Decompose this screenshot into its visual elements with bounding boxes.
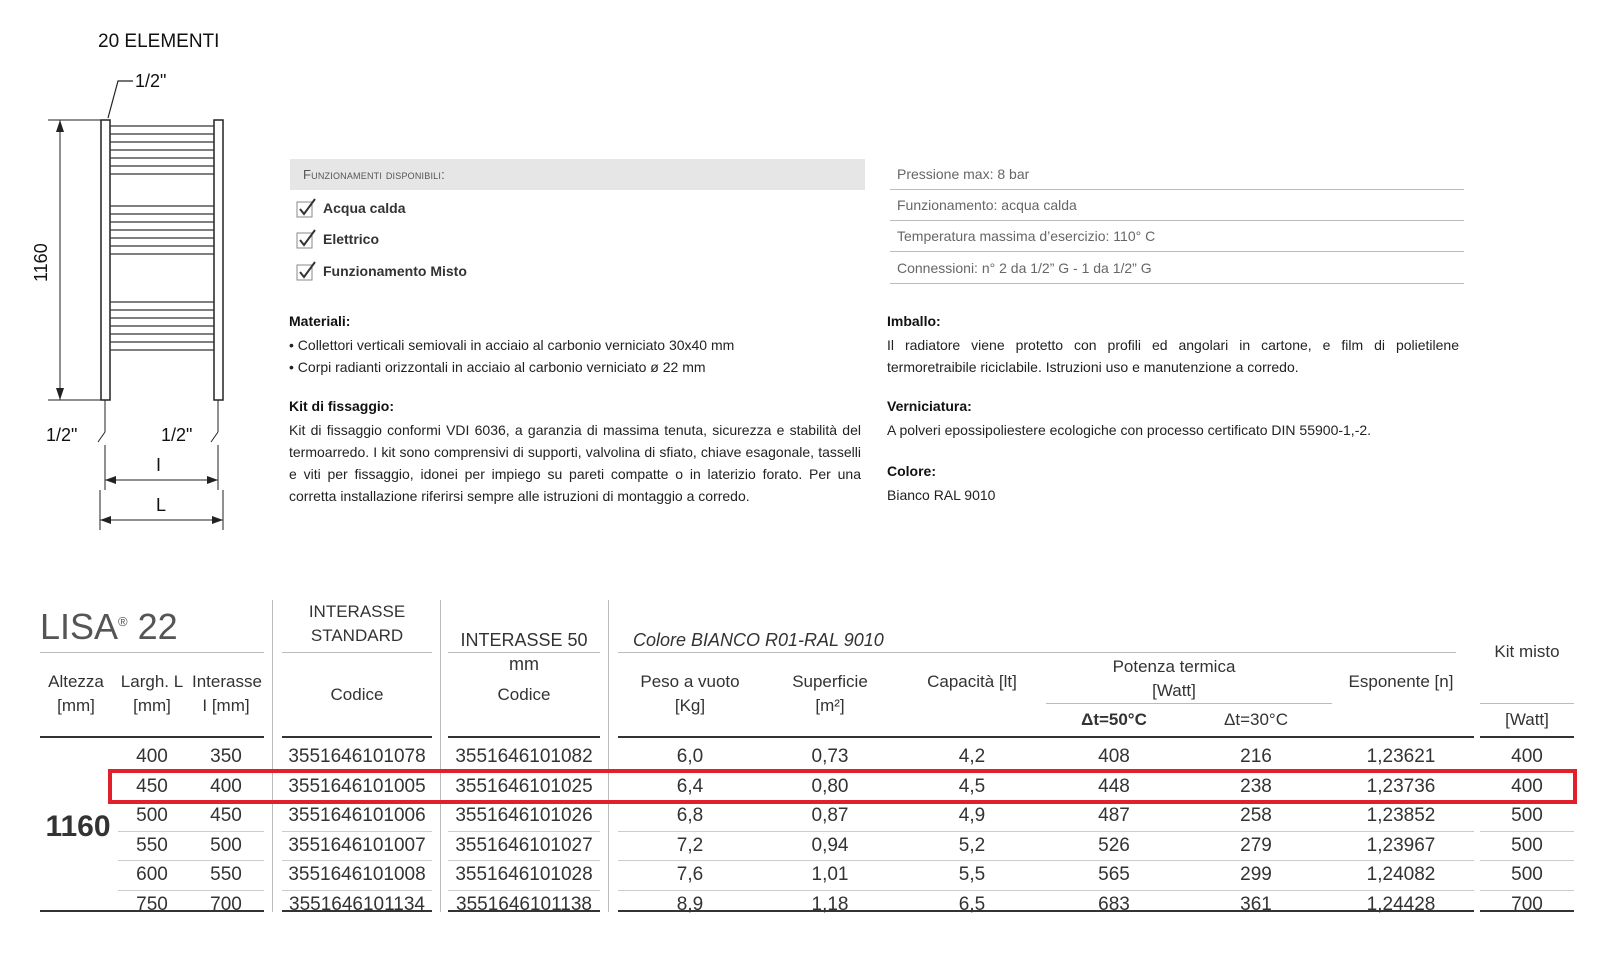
table-cell-cod2: 3551646101082: [455, 746, 593, 767]
header-codice-std: Codice: [330, 685, 384, 704]
model-registered-mark: ®: [118, 614, 128, 629]
table-cell-cap: 5,2: [958, 834, 986, 856]
table-cell-larg: 750: [136, 893, 168, 915]
function-label: Acqua calda: [323, 200, 406, 216]
header-altezza: Altezza [mm]: [48, 672, 104, 715]
table-cell-peso: 6,4: [676, 775, 704, 797]
table-cell-larg: 550: [136, 834, 168, 856]
function-label: Elettrico: [323, 231, 380, 247]
table-cell-sup: 1,18: [811, 893, 849, 915]
color-title: Colore:: [887, 463, 936, 479]
connection-top-label: 1/2": [135, 71, 167, 91]
radiator-drawing: [0, 60, 290, 550]
table-cell-cod1: 3551646101005: [288, 775, 426, 797]
functions-header: Funzionamenti disponibili:: [290, 159, 865, 190]
checkmark-icon: [296, 197, 318, 219]
table-cell-int: 400: [210, 775, 242, 797]
table-cell-int: 550: [210, 864, 242, 885]
table-cell-peso: 7,6: [676, 864, 704, 885]
height-dimension-label: 1160: [31, 243, 51, 282]
table-cell-cod1: 3551646101006: [288, 805, 426, 826]
group-colore: Colore BIANCO R01-RAL 9010: [633, 630, 884, 650]
table-cell-cap: 4,2: [958, 746, 986, 767]
spec-pressure: Pressione max: 8 bar: [890, 159, 1464, 190]
table-cell-esp: 1,23621: [1366, 746, 1436, 767]
model-name: LISA: [40, 606, 119, 647]
painting-title: Verniciatura:: [887, 398, 972, 414]
table-cell-sup: 0,87: [811, 805, 849, 826]
header-dt50: Δt=50°C: [1081, 710, 1147, 729]
table-cell-peso: 8,9: [676, 893, 704, 915]
table-cell-int: 450: [210, 805, 242, 826]
table-cell-peso: 7,2: [676, 834, 704, 856]
height-value: 1160: [45, 810, 111, 843]
table-cell-kit: 400: [1511, 775, 1543, 797]
model-title: [40, 606, 178, 648]
table-cell-kit: 700: [1511, 893, 1543, 915]
table-cell-esp: 1,24082: [1366, 864, 1436, 885]
header-larghezza: Largh. L [mm]: [120, 672, 184, 715]
header-peso: Peso a vuoto [Kg]: [640, 672, 740, 715]
materials-line: • Corpi radianti orizzontali in acciaio al carbonio verniciato ø 22 mm: [289, 359, 706, 375]
table-cell-cod1: 3551646101134: [289, 893, 425, 915]
table-cell-dt30: 238: [1240, 775, 1272, 797]
table-cell-dt50: 448: [1098, 775, 1130, 797]
materials-list: [289, 334, 864, 378]
table-cell-kit: 500: [1511, 834, 1543, 856]
table-cell-dt50: 526: [1098, 834, 1130, 856]
table-cell-larg: 450: [136, 775, 168, 797]
table-cell-larg: 400: [136, 746, 168, 767]
width-label: L: [156, 495, 167, 515]
table-cell-dt50: 683: [1098, 893, 1130, 915]
left-collector: [101, 120, 110, 400]
fixing-kit-title: Kit di fissaggio:: [289, 398, 394, 414]
header-interasse: Interasse I [mm]: [192, 672, 262, 715]
table-cell-kit: 400: [1511, 746, 1543, 767]
table-cell-cap: 6,5: [958, 893, 986, 915]
table-cell-dt30: 299: [1240, 864, 1272, 885]
table-cell-cod1: 3551646101008: [288, 864, 426, 885]
packaging-title: Imballo:: [887, 313, 941, 329]
table-cell-peso: 6,0: [676, 746, 704, 767]
model-number: 22: [137, 606, 178, 647]
table-cell-cod1: 3551646101078: [288, 746, 426, 767]
table-cell-larg: 500: [136, 805, 168, 826]
table-cell-cod1: 3551646101007: [288, 834, 426, 856]
table-cell-dt50: 565: [1098, 864, 1130, 885]
function-label: Funzionamento Misto: [323, 263, 467, 279]
table-cell-cod2: 3551646101026: [455, 805, 593, 826]
table-cell-sup: 0,80: [811, 775, 849, 797]
table-cell-esp: 1,24428: [1366, 893, 1436, 915]
table-cell-dt30: 258: [1240, 805, 1272, 826]
table-cell-kit: 500: [1511, 864, 1543, 885]
header-esponente: Esponente [n]: [1348, 672, 1454, 691]
header-kit-watt: [Watt]: [1505, 710, 1549, 729]
spec-max-temperature: Temperatura massima d’esercizio: 110° C: [890, 221, 1464, 252]
table-cell-int: 700: [210, 893, 242, 915]
kit-misto-header: Kit misto: [1494, 642, 1560, 661]
connection-bottom-right-label: 1/2": [161, 425, 193, 445]
packaging-text: Il radiatore viene protetto con profili ed angolari in cartone, e film di polietilene termoretraibile riciclabile. Istruzioni uso e manutenzione a corredo.: [887, 337, 1459, 375]
table-cell-esp: 1,23736: [1366, 775, 1436, 797]
table-cell-cod2: 3551646101028: [455, 864, 593, 885]
table-cell-esp: 1,23852: [1366, 805, 1436, 826]
header-codice-50: Codice: [497, 685, 551, 704]
table-cell-larg: 600: [136, 864, 168, 885]
fixing-kit-text: Kit di fissaggio conformi VDI 6036, a garanzia di massima tenuta, sicurezza e stabilità del termoarredo. I kit sono comprensivi di supporti, valvolina di sfiato, chiave esagonale, tasselli e viti per fissaggio, idonei per impiego su pareti compatte o in laterizio forato. Per una corretta installazione riferirsi sempre alle istruzioni di montaggio a corredo.: [289, 422, 861, 504]
checkmark-icon: [296, 260, 318, 282]
table-cell-dt50: 408: [1098, 746, 1130, 767]
function-item: [296, 259, 467, 283]
spec-operation: Funzionamento: acqua calda: [890, 190, 1464, 221]
table-cell-sup: 0,94: [811, 834, 849, 856]
group-interasse-standard: INTERASSE STANDARD: [308, 602, 406, 645]
table-cell-int: 500: [210, 834, 242, 856]
right-collector: [214, 120, 223, 400]
materials-title: Materiali:: [289, 313, 351, 329]
painting-text: A polveri epossipoliestere ecologiche con processo certificato DIN 55900-1,-2.: [887, 422, 1372, 438]
table-cell-cap: 4,9: [958, 805, 986, 826]
table-cell-esp: 1,23967: [1366, 834, 1436, 856]
spec-connections: Connessioni: n° 2 da 1/2” G - 1 da 1/2” G: [890, 253, 1464, 284]
header-dt30: Δt=30°C: [1224, 710, 1288, 729]
table-cell-cod2: 3551646101138: [456, 893, 592, 915]
function-item: [296, 227, 379, 251]
header-capacita: Capacità [lt]: [927, 672, 1017, 691]
table-cell-sup: 1,01: [811, 864, 849, 885]
header-superficie: Superficie [m²]: [792, 672, 868, 715]
table-cell-dt30: 216: [1240, 746, 1272, 767]
color-text: Bianco RAL 9010: [887, 487, 996, 503]
table-cell-cod2: 3551646101025: [455, 775, 593, 797]
table-cell-peso: 6,8: [676, 805, 704, 826]
table-cell-dt50: 487: [1098, 805, 1130, 826]
table-cell-cap: 5,5: [958, 864, 986, 885]
table-cell-dt30: 279: [1240, 834, 1272, 856]
checkmark-icon: [296, 228, 318, 250]
function-item: [296, 196, 405, 220]
interaxis-label: I: [156, 455, 162, 475]
table-cell-sup: 0,73: [811, 746, 849, 767]
radiator-tubes: [110, 126, 214, 350]
group-interasse-50: INTERASSE 50 mm: [460, 630, 588, 674]
elements-count-title: 20 ELEMENTI: [98, 31, 220, 52]
table-cell-cod2: 3551646101027: [455, 834, 593, 856]
connection-bottom-left-label: 1/2": [46, 425, 78, 445]
table-cell-dt30: 361: [1240, 893, 1272, 915]
highlighted-row-frame: [108, 769, 1577, 804]
table-cell-kit: 500: [1511, 805, 1543, 826]
materials-line: • Collettori verticali semiovali in acciaio al carbonio verniciato 30x40 mm: [289, 337, 735, 353]
group-potenza: Potenza termica [Watt]: [1112, 657, 1236, 700]
table-cell-int: 350: [210, 746, 242, 767]
table-cell-cap: 4,5: [958, 775, 986, 797]
